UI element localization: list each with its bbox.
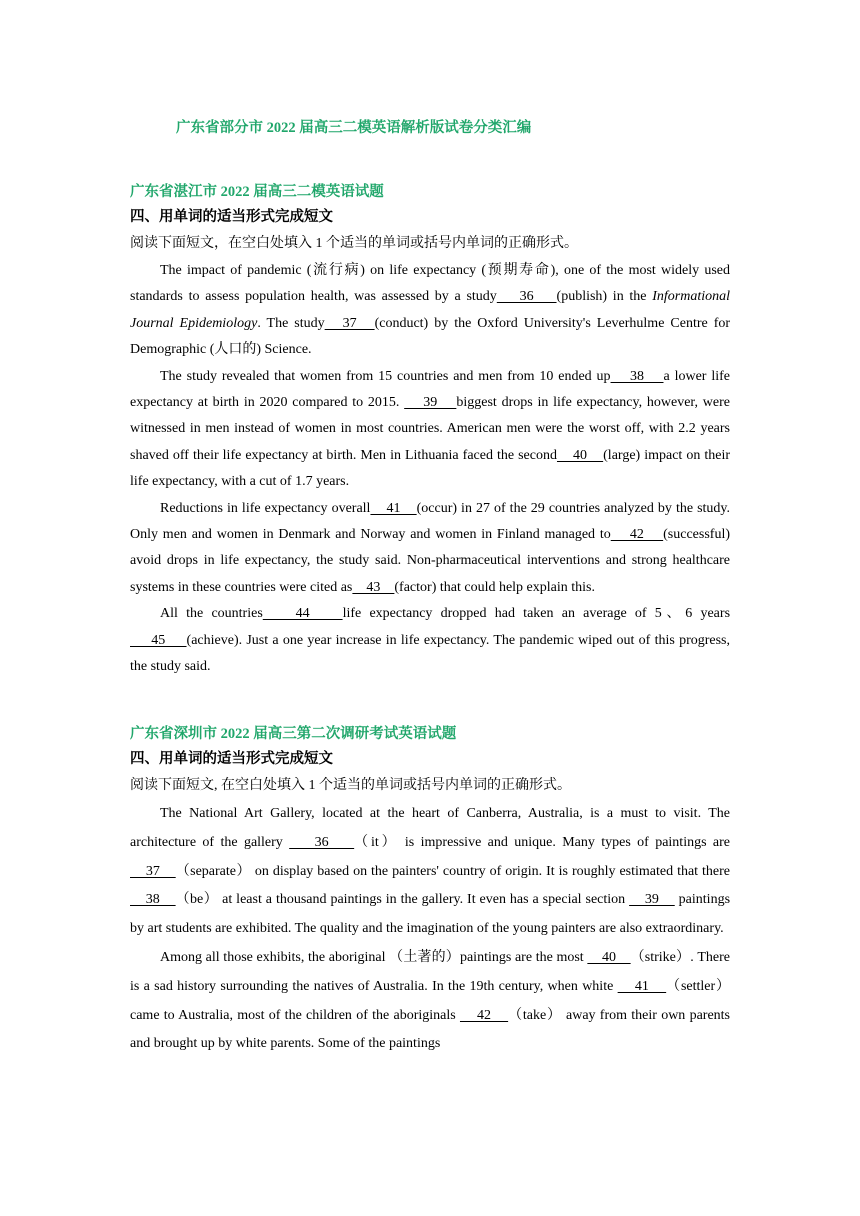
text-run: biggest drops in life expectancy, however, were witnessed in men instead of women in most countries. American men were the worst off, with 2.2 years shaved off their life expectancy at birth. Men in Lithuania faced the second <box>130 395 730 463</box>
paragraph-1 <box>130 258 730 364</box>
text-run: All the countries <box>160 606 263 622</box>
text-run: (factor) that could help explain this. <box>394 579 595 595</box>
blank-38[interactable]: 38 <box>610 368 664 384</box>
paragraph-3 <box>130 496 730 602</box>
text-run: life expectancy dropped had taken an average of 5、6 years <box>342 606 731 622</box>
text-run: a lower life expectancy at birth in 2020 compared to 2015. <box>130 368 730 411</box>
blank-37[interactable]: 37 <box>130 863 176 879</box>
blank-40[interactable]: 40 <box>556 447 604 463</box>
text-run: （take） away from their own parents and brought up by white parents. Some of the paintings <box>130 1007 731 1052</box>
text-run: （strike）. There is a sad history surrounding the natives of Australia. In the 19th century, when white <box>130 949 730 994</box>
blank-43[interactable]: 43 <box>352 579 395 595</box>
text-run: paintings by art students are exhibited. The quality and the imagination of the young painters are also extraordinary. <box>130 892 731 937</box>
text-run: The National Art Gallery, located at the heart of Canberra, Australia, is a must to visit. The architecture of the gallery <box>130 806 730 850</box>
blank-37[interactable]: 37 <box>324 315 375 331</box>
section-heading: 广东省深圳市 2022 届高三第二次调研考试英语试题 <box>130 726 457 742</box>
blank-42[interactable]: 42 <box>610 527 664 543</box>
blank-38[interactable]: 38 <box>130 892 176 908</box>
text-run: . The study <box>257 315 325 331</box>
blank-44[interactable]: 44 <box>262 606 343 622</box>
section-zhanjiang <box>130 180 730 681</box>
text-run: (conduct) by the Oxford University's Leverhulme Centre for Demographic (人口的) Science. <box>130 315 731 358</box>
text-run: Among all those exhibits, the aboriginal （土著的）paintings are the most <box>160 949 588 965</box>
paragraph-1 <box>130 800 730 944</box>
journal-name: Informational Journal Epidemiology <box>130 289 731 331</box>
blank-39[interactable]: 39 <box>629 892 675 908</box>
text-run: Reductions in life expectancy overall <box>160 500 371 516</box>
text-run: （it） is impressive and unique. Many types of paintings are <box>354 834 730 850</box>
document-title: 广东省部分市 2022 届高三二模英语解析版试卷分类汇编 <box>176 120 532 136</box>
blank-41[interactable]: 41 <box>370 500 417 516</box>
blank-45[interactable]: 45 <box>130 632 187 648</box>
text-run: (publish) in the <box>556 289 653 305</box>
paragraph-2 <box>130 364 730 496</box>
section-subheading: 四、用单词的适当形式完成短文 <box>130 751 333 767</box>
section-shenzhen <box>130 722 730 1059</box>
text-run: (large) impact on their life expectancy, with a cut of 1.7 years. <box>130 447 731 490</box>
blank-39[interactable]: 39 <box>404 395 457 411</box>
paragraph-4 <box>130 601 730 680</box>
blank-41[interactable]: 41 <box>617 978 667 994</box>
text-run: The impact of pandemic (流行病) on life expectancy (预期寿命), one of the most widely used standards to assess population health, was assessed by a study <box>130 263 730 305</box>
text-run: （settler） came to Australia, most of the children of the aboriginals <box>130 978 730 1023</box>
text-run: (successful) avoid drops in life expectancy, the study said. Non-pharmaceutical interventions and strong healthcare systems in these countries were cited as <box>130 527 731 595</box>
text-run: (occur) in 27 of the 29 countries analyzed by the study. Only men and women in Denmark and Norway and women in Finland managed to <box>130 500 730 543</box>
text-run: （be） at least a thousand paintings in the gallery. It even has a special section <box>175 892 630 908</box>
text-run: （separate） on display based on the painters' country of origin. It is roughly estimated that there <box>175 863 730 879</box>
section-instruction: 阅读下面短文, 在空白处填入 1 个适当的单词或括号内单词的正确形式。 <box>130 778 571 793</box>
blank-42[interactable]: 42 <box>459 1007 509 1023</box>
blank-36[interactable]: 36 <box>289 834 355 850</box>
blank-40[interactable]: 40 <box>587 949 631 965</box>
section-heading: 广东省湛江市 2022 届高三二模英语试题 <box>130 184 384 200</box>
section-subheading: 四、用单词的适当形式完成短文 <box>130 209 333 225</box>
paragraph-2 <box>130 944 730 1059</box>
blank-36[interactable]: 36 <box>496 289 557 305</box>
section-instruction: 阅读下面短文，在空白处填入 1 个适当的单词或括号内单词的正确形式。 <box>130 236 578 251</box>
text-run: The study revealed that women from 15 countries and men from 10 ended up <box>160 368 611 384</box>
text-run: (achieve). Just a one year increase in life expectancy. The pandemic wiped out of this progress, the study said. <box>130 632 731 675</box>
